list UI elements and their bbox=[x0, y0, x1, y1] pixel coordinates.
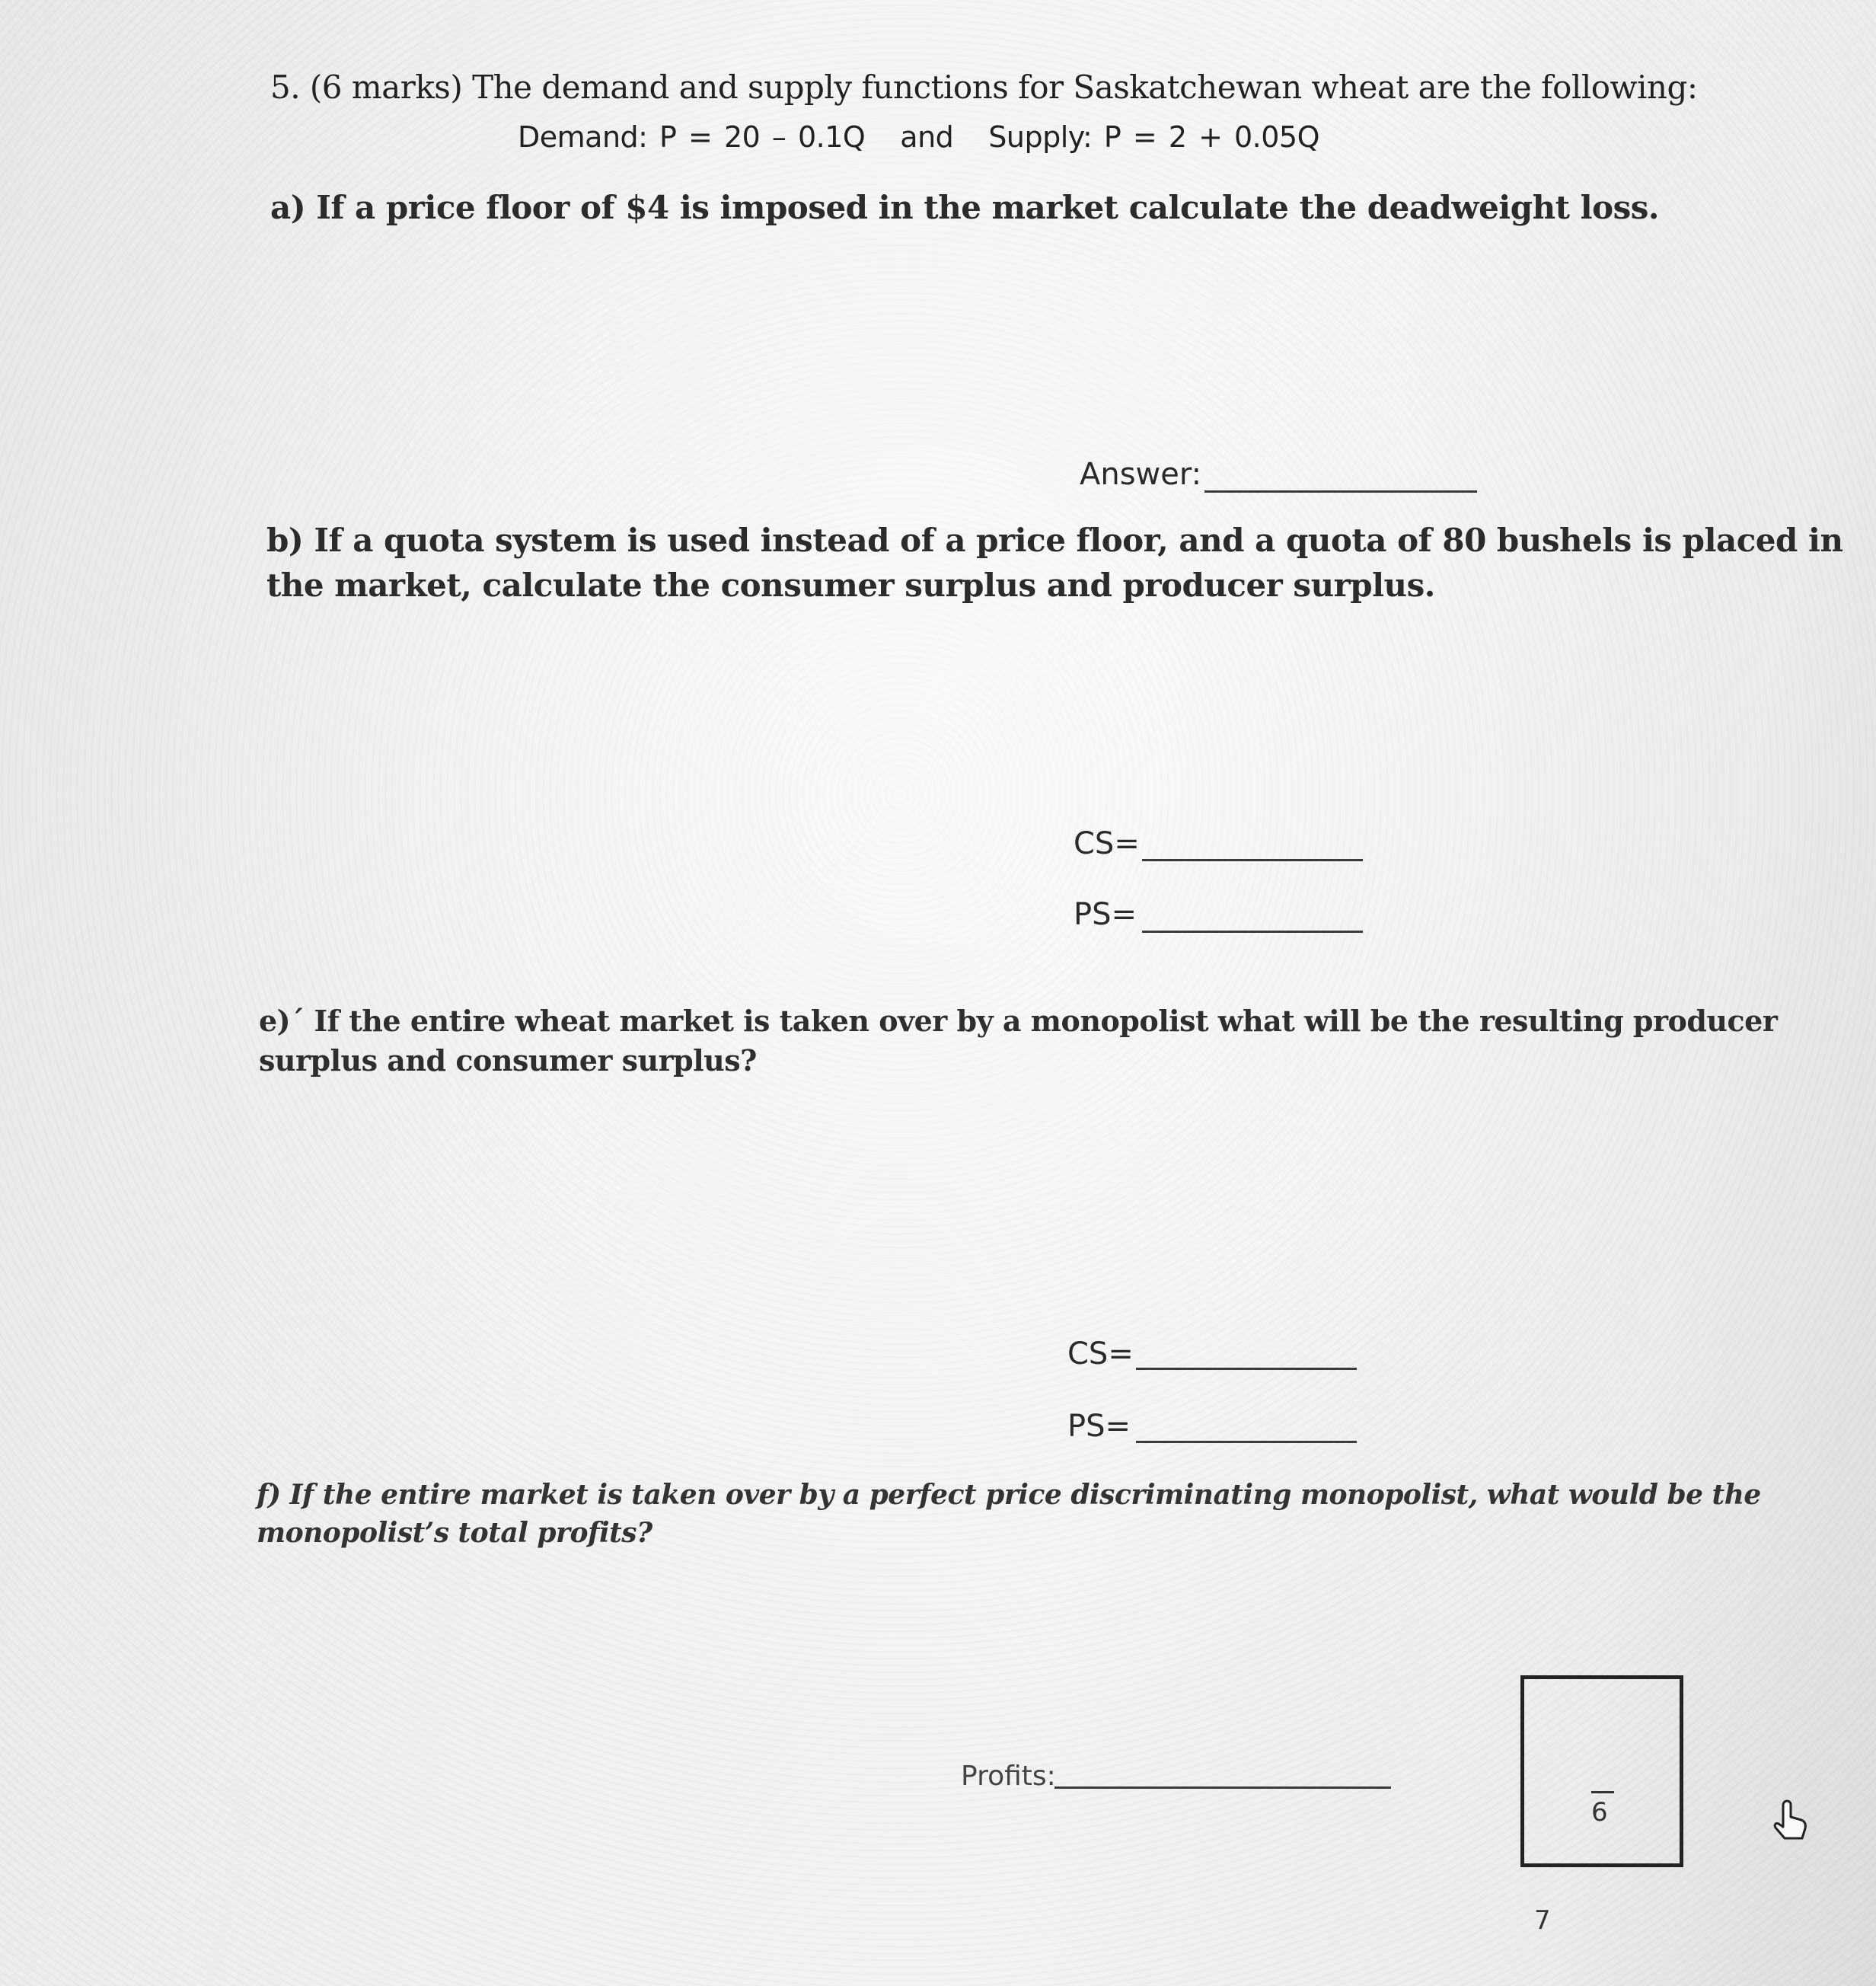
part-e-question-line2: surplus and consumer surplus? bbox=[259, 1043, 757, 1078]
part-e-question-line1: e)´ If the entire wheat market is taken over by a monopolist what will be the resulting producer bbox=[259, 1004, 1778, 1038]
question-title: 5. (6 marks) The demand and supply functions for Saskatchewan wheat are the following: bbox=[270, 69, 1698, 106]
score-out-of: 6 bbox=[1591, 1797, 1608, 1828]
page-number: 7 bbox=[1534, 1905, 1551, 1936]
part-f-question-line1: f) If the entire market is taken over by a perfect price discriminating monopolist, what would be the bbox=[257, 1479, 1761, 1511]
answer-label: Answer: bbox=[1080, 457, 1202, 492]
part-a-question: a) If a price floor of $4 is imposed in the market calculate the deadweight loss. bbox=[270, 189, 1660, 226]
part-e-ps-label: PS= bbox=[1067, 1409, 1131, 1444]
part-e-cs-label: CS= bbox=[1067, 1336, 1134, 1371]
profits-label: Profits: bbox=[961, 1761, 1056, 1792]
profits-line bbox=[1054, 1786, 1391, 1789]
part-b-ps-line bbox=[1142, 931, 1363, 933]
part-b-ps-label: PS= bbox=[1074, 897, 1137, 932]
part-b-question-line1: b) If a quota system is used instead of a price floor, and a quota of 80 bushels is placed in bbox=[266, 522, 1843, 559]
part-b-question-line2: the market, calculate the consumer surplus and producer surplus. bbox=[266, 567, 1435, 604]
demand-equation: Demand: P = 20 – 0.1Q bbox=[518, 120, 866, 154]
score-box bbox=[1520, 1675, 1683, 1867]
part-b-cs-line bbox=[1142, 859, 1363, 861]
equation-connector: and bbox=[900, 120, 954, 154]
mouse-pointer-icon bbox=[1768, 1797, 1811, 1843]
part-f-question-line2: monopolist’s total profits? bbox=[257, 1517, 652, 1549]
equations bbox=[518, 120, 1319, 154]
part-b-cs-label: CS= bbox=[1074, 826, 1140, 861]
part-e-cs-line bbox=[1136, 1368, 1357, 1370]
answer-line bbox=[1204, 490, 1477, 493]
supply-equation: Supply: P = 2 + 0.05Q bbox=[988, 120, 1320, 154]
score-fraction-bar bbox=[1591, 1791, 1614, 1793]
part-e-ps-line bbox=[1136, 1441, 1357, 1443]
